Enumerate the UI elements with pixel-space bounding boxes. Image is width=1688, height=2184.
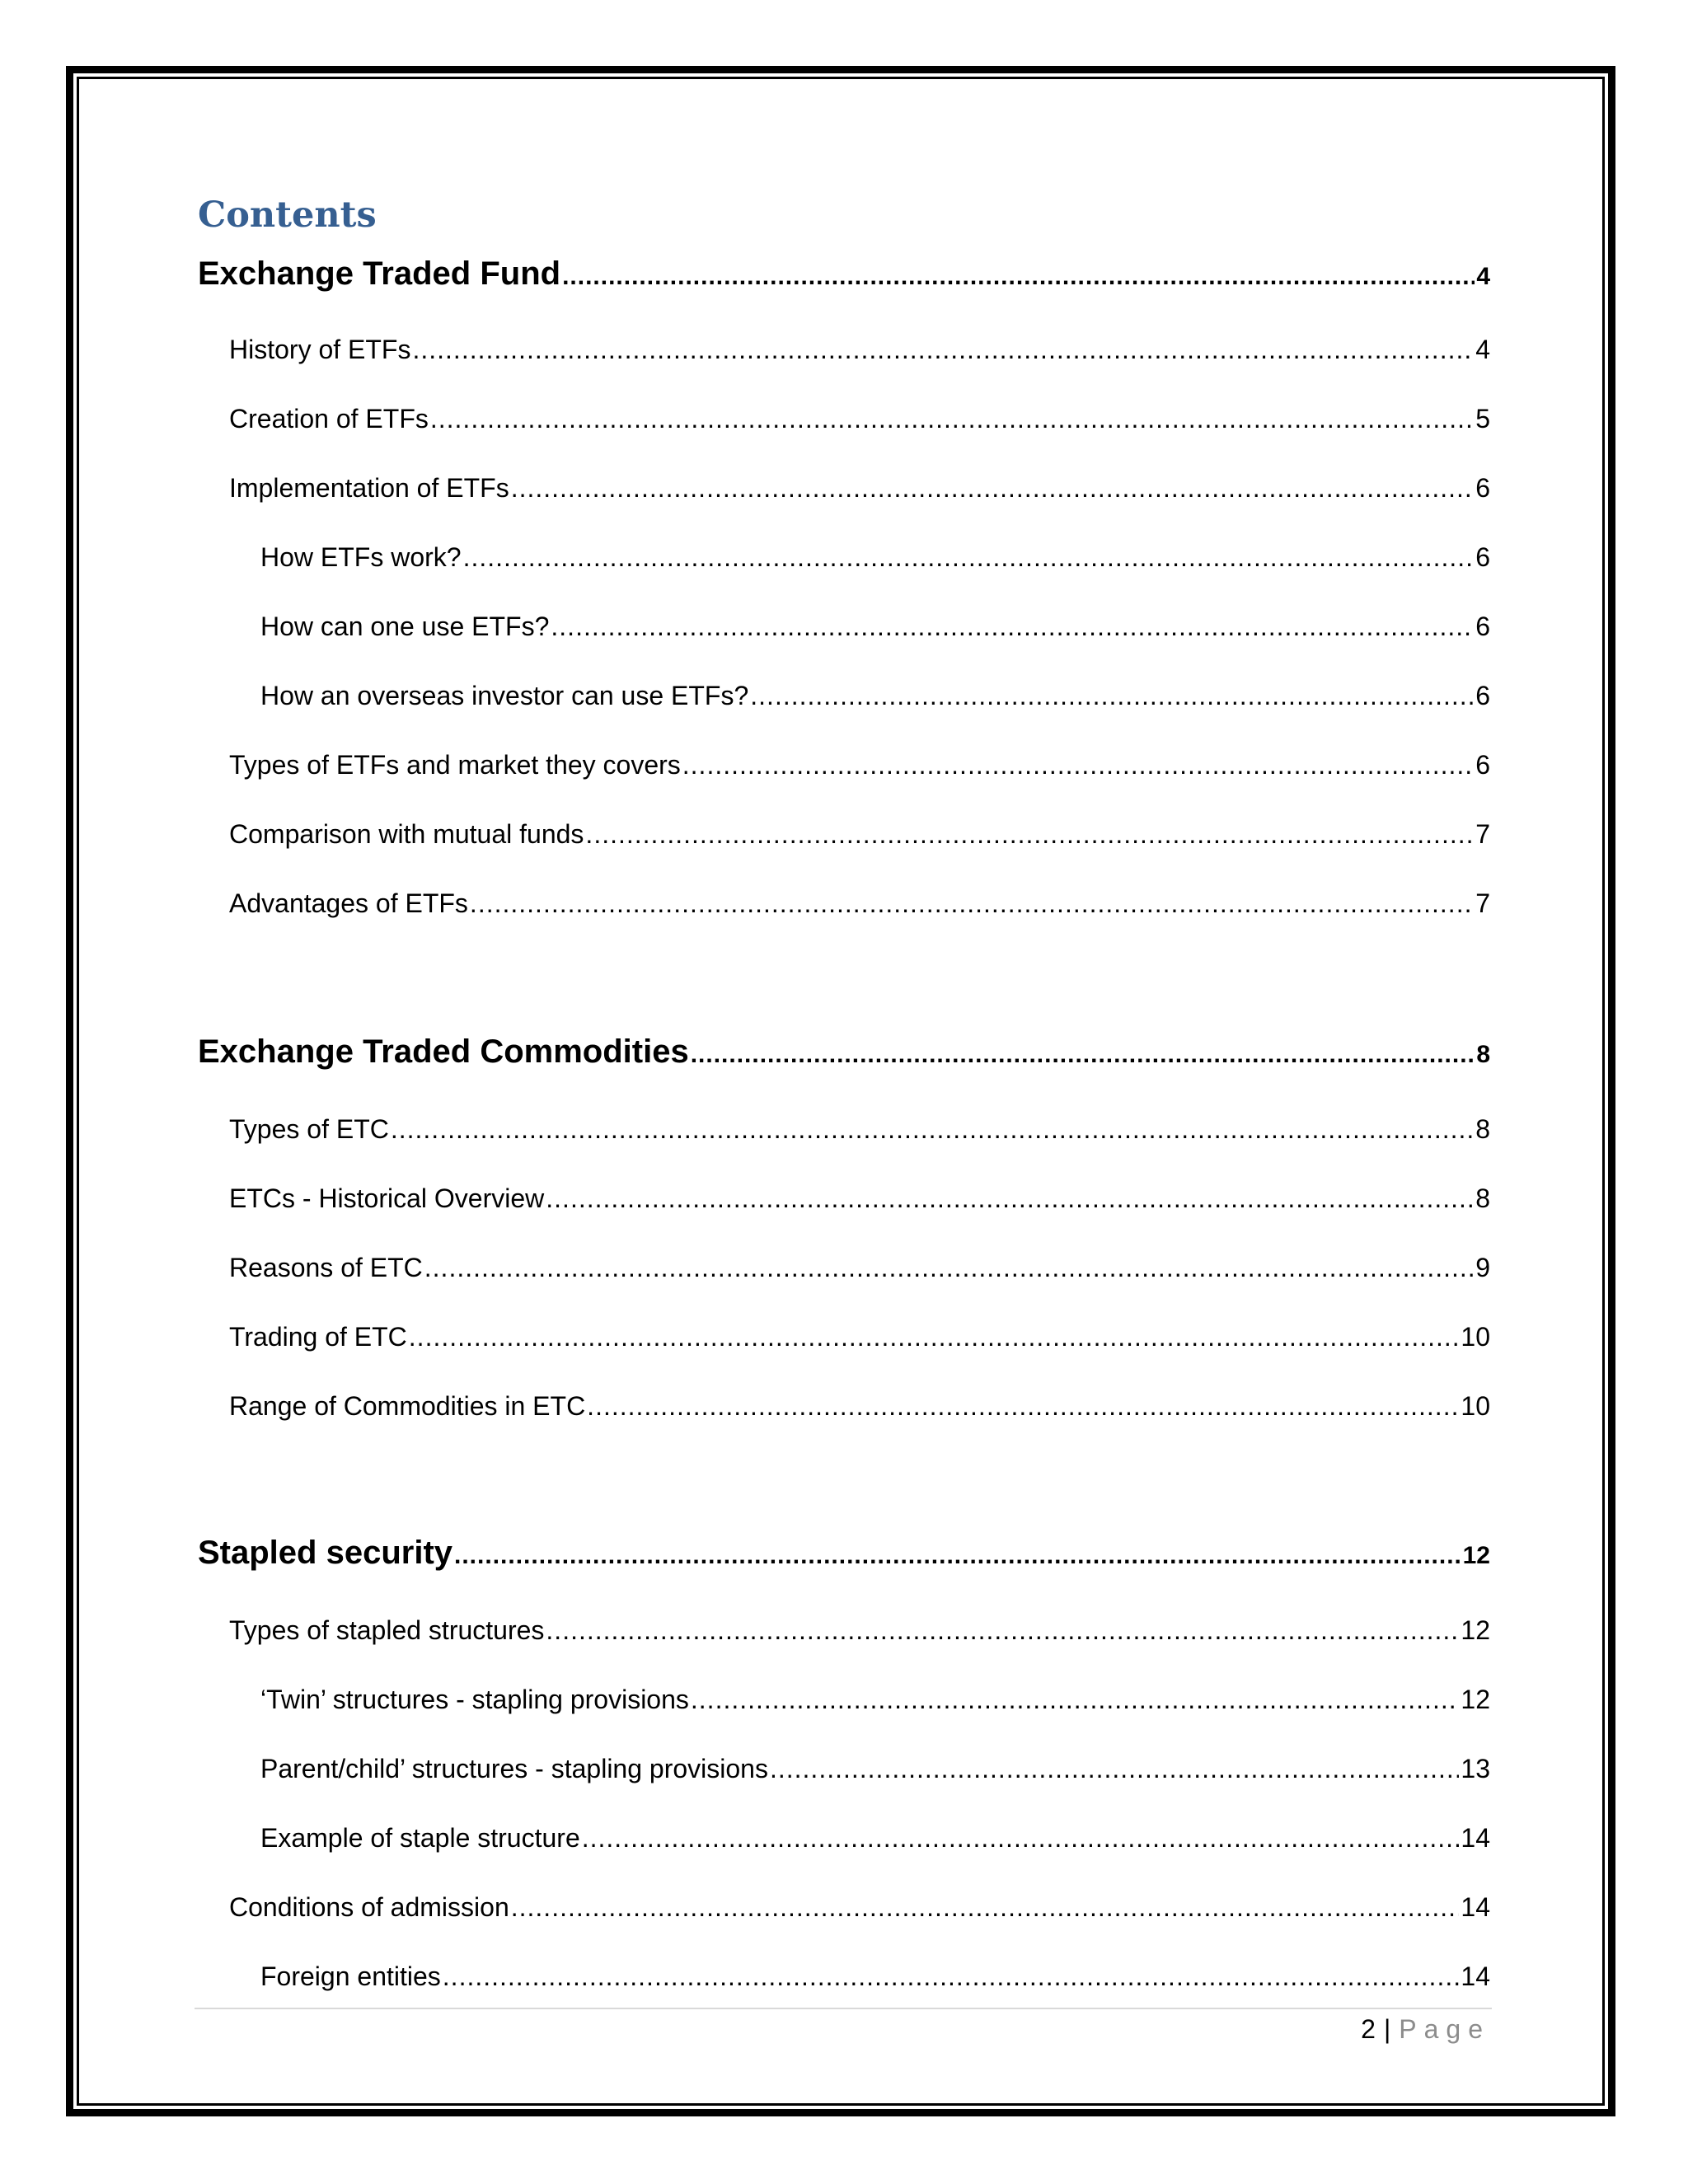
toc-leader-dots [691, 1041, 1475, 1069]
toc-leader-dots [511, 1892, 1460, 1923]
toc-entry-label: Implementation of ETFs [229, 473, 509, 503]
toc-entry-history-of-etfs[interactable] [229, 335, 1490, 365]
toc-leader-dots [770, 1754, 1459, 1784]
toc-entry-label: Types of ETC [229, 1114, 389, 1144]
toc-leader-dots [562, 263, 1475, 291]
toc-entry-implementation-of-etfs[interactable] [229, 473, 1490, 504]
toc-entry-label: Comparison with mutual funds [229, 819, 584, 849]
toc-entry-label: Trading of ETC [229, 1322, 407, 1352]
toc-entry-page: 10 [1461, 1391, 1490, 1421]
page-border-inner [77, 77, 1605, 2106]
toc-entry-label: How an overseas investor can use ETFs? [260, 681, 749, 710]
toc-entry-page: 14 [1461, 1892, 1490, 1922]
footer-divider [195, 2008, 1492, 2009]
toc-entry-page: 5 [1475, 404, 1490, 434]
footer-separator: | [1383, 2014, 1391, 2044]
toc-entry-etcs-historical-overview[interactable] [229, 1183, 1490, 1214]
footer-page-label: Page [1399, 2014, 1490, 2044]
toc-leader-dots [546, 1183, 1474, 1214]
toc-entry-page: 14 [1461, 1961, 1490, 1991]
toc-entry-reasons-of-etc[interactable] [229, 1253, 1490, 1283]
toc-entry-label: Types of stapled structures [229, 1615, 545, 1645]
toc-entry-page: 12 [1462, 1542, 1490, 1569]
toc-leader-dots [582, 1823, 1460, 1854]
toc-entry-stapled-security[interactable] [198, 1535, 1490, 1572]
toc-entry-page: 6 [1475, 612, 1490, 641]
toc-entry-page: 6 [1475, 750, 1490, 780]
toc-entry-page: 7 [1475, 888, 1490, 918]
page-footer [1361, 2014, 1490, 2045]
toc-leader-dots [682, 750, 1474, 780]
toc-entry-page: 8 [1475, 1183, 1490, 1213]
toc-leader-dots [511, 473, 1475, 504]
toc-entry-page: 12 [1461, 1685, 1490, 1714]
toc-entry-page: 7 [1475, 819, 1490, 849]
toc-entry-label: Types of ETFs and market they covers [229, 750, 681, 780]
toc-leader-dots [546, 1615, 1459, 1646]
toc-entry-parent-child-structures[interactable] [260, 1754, 1490, 1784]
toc-entry-page: 6 [1475, 681, 1490, 710]
toc-entry-page: 6 [1475, 542, 1490, 572]
toc-entry-how-can-one-use-etfs[interactable] [260, 612, 1490, 642]
toc-entry-label: Foreign entities [260, 1961, 441, 1991]
toc-leader-dots [430, 404, 1474, 434]
toc-leader-dots [391, 1114, 1474, 1145]
toc-entry-label: Range of Commodities in ETC [229, 1391, 586, 1421]
toc-entry-label: Stapled security [198, 1535, 453, 1571]
toc-entry-label: Conditions of admission [229, 1892, 509, 1922]
toc-entry-label: Parent/child’ structures - stapling provisions [260, 1754, 768, 1783]
toc-entry-comparison-mutual-funds[interactable] [229, 819, 1490, 850]
toc-leader-dots [691, 1685, 1460, 1715]
toc-entry-label: Example of staple structure [260, 1823, 580, 1853]
toc-entry-foreign-entities[interactable] [260, 1961, 1490, 1992]
toc-entry-range-of-commodities[interactable] [229, 1391, 1490, 1422]
toc-entry-types-of-stapled-structures[interactable] [229, 1615, 1490, 1646]
toc-entry-label: ‘Twin’ structures - stapling provisions [260, 1685, 689, 1714]
toc-entry-page: 4 [1476, 263, 1490, 290]
toc-entry-types-of-etc[interactable] [229, 1114, 1490, 1145]
toc-leader-dots [409, 1322, 1460, 1352]
toc-entry-page: 9 [1475, 1253, 1490, 1282]
toc-entry-page: 10 [1461, 1322, 1490, 1352]
toc-leader-dots [470, 888, 1474, 919]
toc-entry-page: 14 [1461, 1823, 1490, 1853]
toc-entry-trading-of-etc[interactable] [229, 1322, 1490, 1352]
toc-leader-dots [454, 1542, 1461, 1570]
toc-leader-dots [412, 335, 1474, 365]
toc-entry-label: History of ETFs [229, 335, 411, 364]
toc-entry-example-of-staple-structure[interactable] [260, 1823, 1490, 1854]
toc-entry-exchange-traded-fund[interactable] [198, 255, 1490, 293]
toc-entry-twin-structures[interactable] [260, 1685, 1490, 1715]
toc-leader-dots [443, 1961, 1460, 1992]
toc-entry-types-of-etfs[interactable] [229, 750, 1490, 780]
toc-leader-dots [424, 1253, 1474, 1283]
toc-entry-conditions-of-admission[interactable] [229, 1892, 1490, 1923]
toc-entry-label: Reasons of ETC [229, 1253, 423, 1282]
toc-entry-page: 12 [1461, 1615, 1490, 1645]
toc-entry-label: ETCs - Historical Overview [229, 1183, 545, 1213]
footer-page-number: 2 [1361, 2014, 1376, 2044]
toc-entry-creation-of-etfs[interactable] [229, 404, 1490, 434]
toc-entry-label: Advantages of ETFs [229, 888, 468, 918]
toc-leader-dots [587, 1391, 1459, 1422]
toc-entry-label: Exchange Traded Commodities [198, 1033, 689, 1070]
toc-entry-page: 4 [1475, 335, 1490, 364]
toc-entry-advantages-of-etfs[interactable] [229, 888, 1490, 919]
toc-entry-overseas-investor[interactable] [260, 681, 1490, 711]
toc-entry-page: 13 [1461, 1754, 1490, 1783]
toc-entry-page: 8 [1476, 1041, 1490, 1068]
toc-leader-dots [585, 819, 1474, 850]
toc-leader-dots [463, 542, 1475, 573]
toc-leader-dots [551, 612, 1474, 642]
toc-entry-page: 6 [1475, 473, 1490, 503]
toc-entry-label: Creation of ETFs [229, 404, 429, 434]
toc-entry-label: How ETFs work? [260, 542, 462, 572]
toc-leader-dots [750, 681, 1474, 711]
toc-entry-label: Exchange Traded Fund [198, 255, 561, 292]
contents-heading: Contents [198, 194, 377, 236]
toc-entry-label: How can one use ETFs? [260, 612, 550, 641]
toc-entry-how-etfs-work[interactable] [260, 542, 1490, 573]
toc-entry-page: 8 [1475, 1114, 1490, 1144]
toc-entry-exchange-traded-commodities[interactable] [198, 1033, 1490, 1071]
